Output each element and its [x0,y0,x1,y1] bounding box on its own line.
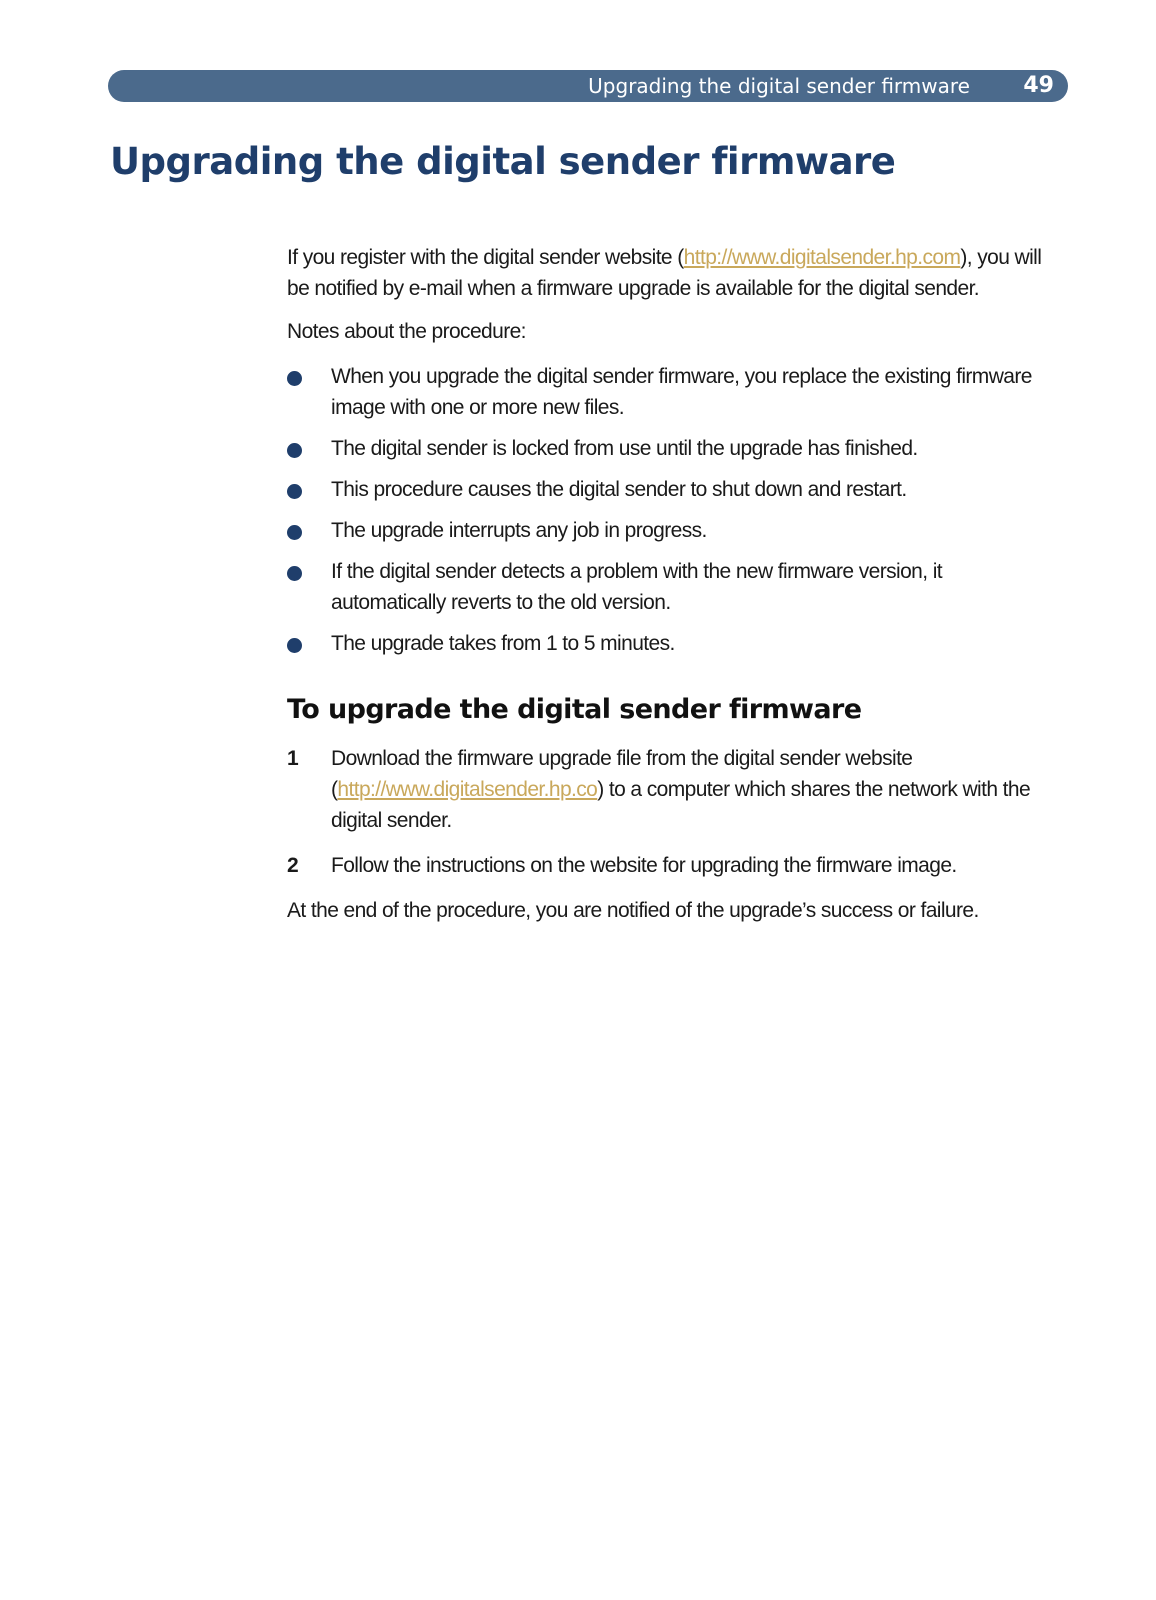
page-title: Upgrading the digital sender firmware [110,140,896,183]
step-item [287,743,1047,836]
page-body [287,242,1047,926]
note-text: The upgrade interrupts any job in progress. [331,519,707,542]
note-text: The upgrade takes from 1 to 5 minutes. [331,632,675,655]
list-item [287,361,1047,423]
intro-text-before: If you register with the digital sender website ( [287,246,684,269]
list-item [287,556,1047,618]
list-item [287,474,1047,505]
step-text: Follow the instructions on the website for upgrading the firmware image. [331,854,957,877]
note-text: If the digital sender detects a problem with the new firmware version, it automatically reverts to the old version. [331,560,943,614]
page-number: 49 [1023,73,1054,98]
bullet-icon [287,638,302,653]
steps-list [287,743,1047,881]
notes-list [287,361,1047,659]
list-item [287,515,1047,546]
intro-text-after: ), you will be notified by e-mail when a firmware upgrade is available for the digital sender. [287,246,1042,300]
note-text: This procedure causes the digital sender to shut down and restart. [331,478,907,501]
bullet-icon [287,566,302,581]
step-number: 2 [287,854,299,877]
step-number: 1 [287,747,299,770]
note-text: When you upgrade the digital sender firmware, you replace the existing firmware image with one or more new files. [331,365,1032,419]
step-text-after: ) to a computer which shares the network with the digital sender. [331,778,1031,832]
bullet-icon [287,371,302,386]
step-text-before: Download the firmware upgrade file from the digital sender website ( [331,747,913,801]
step-item [287,850,1047,881]
bullet-icon [287,484,302,499]
list-item [287,433,1047,464]
website-link[interactable]: http://www.digitalsender.hp.com [683,246,961,269]
closing-paragraph: At the end of the procedure, you are notified of the upgrade’s success or failure. [287,899,979,922]
running-header [108,70,1068,102]
list-item [287,628,1047,659]
bullet-icon [287,525,302,540]
note-text: The digital sender is locked from use until the upgrade has finished. [331,437,918,460]
running-header-title: Upgrading the digital sender firmware [588,74,970,98]
bullet-icon [287,443,302,458]
website-link[interactable]: http://www.digitalsender.hp.co [337,778,598,801]
notes-label: Notes about the procedure: [287,320,526,343]
procedure-heading: To upgrade the digital sender firmware [287,694,862,725]
intro-paragraph [287,242,1047,304]
